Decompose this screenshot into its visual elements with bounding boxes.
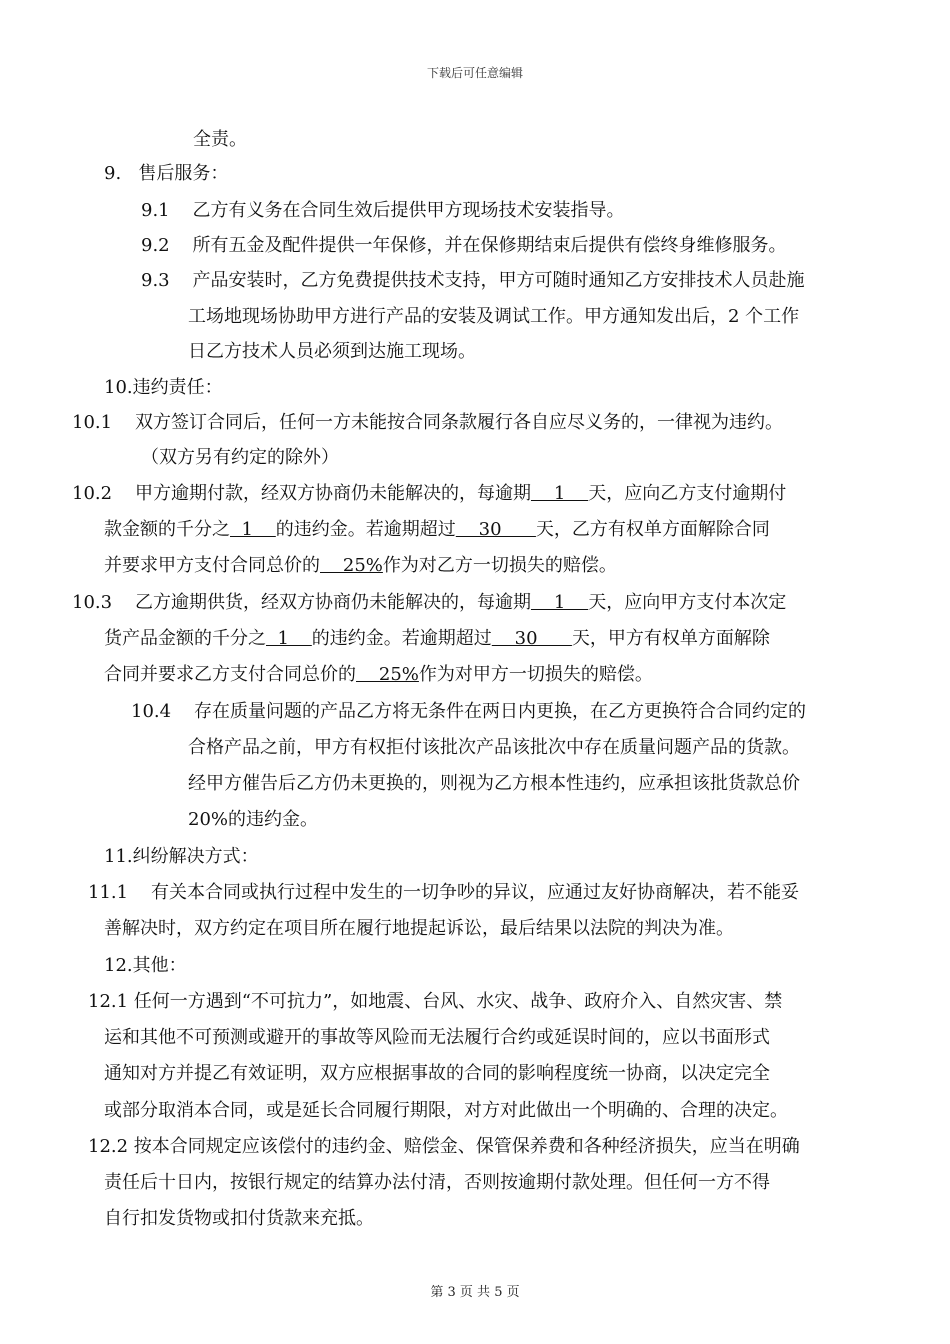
blank-percent: 25% <box>356 664 419 685</box>
text-line: 善解决时，双方约定在项目所在履行地提起诉讼，最后结果以法院的判决为准。 <box>104 918 734 939</box>
section-heading: 12.其他： <box>104 955 187 976</box>
text-line: 工场地现场协助甲方进行产品的安装及调试工作。甲方通知发出后，2 个工作 <box>188 306 800 327</box>
text-line: 10.1 双方签订合同后，任何一方未能按合同条款履行各自应尽义务的，一律视为违约。 <box>72 412 783 433</box>
blank-days: 1 <box>530 483 589 504</box>
text-line: 12.2 按本合同规定应该偿付的违约金、赔偿金、保管保养费和各种经济损失，应当在明确 <box>88 1136 800 1157</box>
section-heading: 10.违约责任： <box>104 377 223 398</box>
text-line: 9.3 产品安装时，乙方免费提供技术支持，甲方可随时通知乙方安排技术人员赴施 <box>141 270 805 291</box>
clause-10-3-line-3: 合同并要求乙方支付合同总价的 25%作为对甲方一切损失的赔偿。 <box>104 664 653 685</box>
page-footer: 第 3 页 共 5 页 <box>430 1285 520 1300</box>
blank-permille: 1 <box>230 519 276 540</box>
text-line: 11.1 有关本合同或执行过程中发生的一切争吵的异议，应通过友好协商解决，若不能妥 <box>88 882 799 903</box>
text-line: 运和其他不可预测或避开的事故等风险而无法履行合约或延误时间的，应以书面形式 <box>104 1027 770 1048</box>
text-line: 全责。 <box>193 129 247 150</box>
text-line: 9.1 乙方有义务在合同生效后提供甲方现场技术安装指导。 <box>141 200 625 221</box>
text-line: 经甲方催告后乙方仍未更换的，则视为乙方根本性违约，应承担该批货款总价 <box>188 773 800 794</box>
page-header: 下载后可任意编辑 <box>426 66 523 80</box>
clause-10-3-line-1: 10.3 乙方逾期供货，经双方协商仍未能解决的，每逾期 1 天，应向甲方支付本次定 <box>72 592 787 613</box>
text-line: 日乙方技术人员必须到达施工现场。 <box>188 341 476 362</box>
blank-overdue-days: 30 <box>491 628 572 649</box>
text-line: 通知对方并提乙有效证明，双方应根据事故的合同的影响程度统一协商，以决定完全 <box>104 1063 770 1084</box>
text-line: 或部分取消本合同，或是延长合同履行期限，对方对此做出一个明确的、合理的决定。 <box>104 1100 788 1121</box>
blank-overdue-days: 30 <box>455 519 536 540</box>
clause-10-2-line-2: 款金额的千分之 1 的违约金。若逾期超过 30 天，乙方有权单方面解除合同 <box>104 519 770 540</box>
section-heading: 9. 售后服务： <box>104 163 229 184</box>
blank-permille: 1 <box>266 628 312 649</box>
clause-10-3-line-2: 货产品金额的千分之 1 的违约金。若逾期超过 30 天，甲方有权单方面解除 <box>104 628 770 649</box>
blank-percent: 25% <box>320 555 383 576</box>
text-line: 9.2 所有五金及配件提供一年保修，并在保修期结束后提供有偿终身维修服务。 <box>141 235 787 256</box>
text-line: （双方另有约定的除外） <box>141 447 339 468</box>
text-line: 20%的违约金。 <box>188 809 319 830</box>
text-line: 责任后十日内，按银行规定的结算办法付清，否则按逾期付款处理。但任何一方不得 <box>104 1172 770 1193</box>
text-line: 12.1 任何一方遇到“不可抗力”，如地震、台风、水灾、战争、政府介入、自然灾害、禁 <box>88 991 783 1012</box>
blank-days: 1 <box>530 592 589 613</box>
clause-10-2-line-3: 并要求甲方支付合同总价的 25%作为对乙方一切损失的赔偿。 <box>104 555 617 576</box>
text-line: 自行扣发货物或扣付货款来充抵。 <box>104 1208 374 1229</box>
clause-10-2-line-1: 10.2 甲方逾期付款，经双方协商仍未能解决的，每逾期 1 天，应向乙方支付逾期付 <box>72 483 787 504</box>
text-line: 合格产品之前，甲方有权拒付该批次产品该批次中存在质量问题产品的货款。 <box>188 737 800 758</box>
text-line: 10.4 存在质量问题的产品乙方将无条件在两日内更换，在乙方更换符合合同约定的 <box>131 701 806 722</box>
section-heading: 11.纠纷解决方式： <box>104 846 259 867</box>
